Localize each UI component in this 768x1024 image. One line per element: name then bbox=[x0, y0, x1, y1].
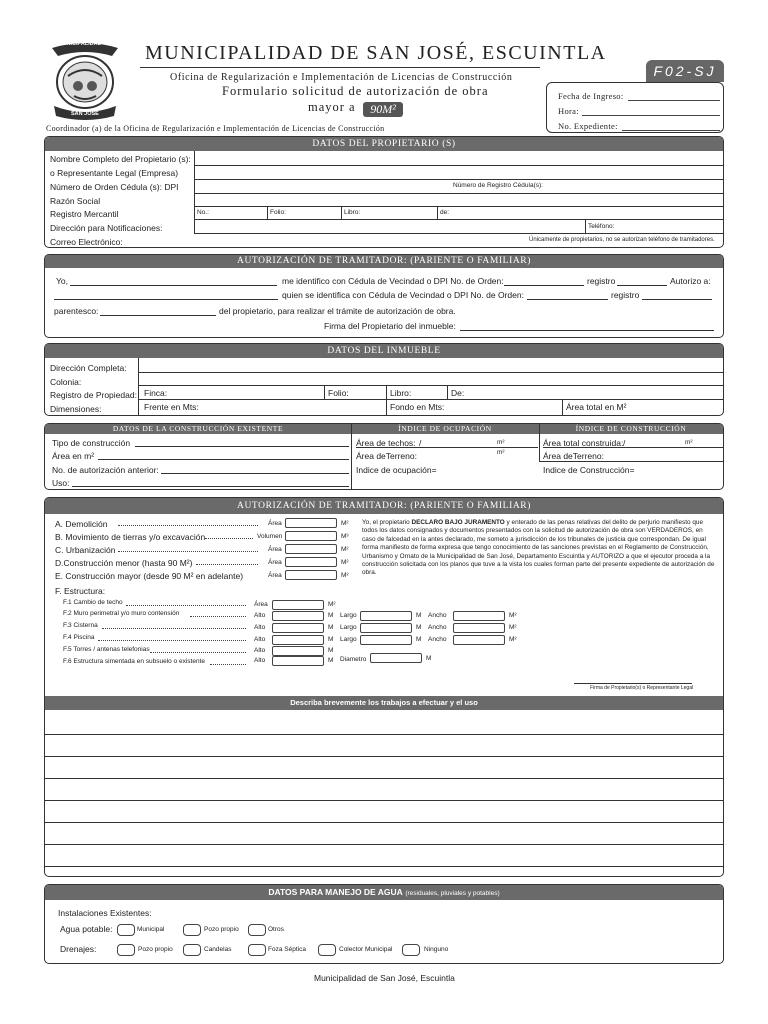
autorizo-label: Autorizo a: bbox=[670, 276, 711, 286]
page-title: MUNICIPALIDAD DE SAN JOSÉ, ESCUINTLA bbox=[145, 42, 607, 64]
owner-correo-label: Correo Electrónico: bbox=[50, 237, 123, 247]
uso-field[interactable] bbox=[72, 486, 349, 487]
techos-label: Área de techos: bbox=[356, 438, 416, 448]
owner-registro-label: Registro Mercantil bbox=[50, 209, 119, 219]
finca-label: Finca: bbox=[144, 388, 168, 398]
num-registro-label: Número de Registro Cédula(s): bbox=[453, 182, 543, 189]
drenaje-candelas-checkbox[interactable] bbox=[183, 944, 201, 956]
drenaje-pozo-checkbox[interactable] bbox=[117, 944, 135, 956]
frente-label: Frente en Mts: bbox=[144, 402, 199, 412]
con-terreno-label: Área deTerreno: bbox=[543, 451, 604, 461]
oc-indice-label: Indice de ocupación= bbox=[356, 465, 437, 475]
tramitador2-header: AUTORIZACIÓN DE TRAMITADOR: (PARIENTE O FAMILIAR) bbox=[45, 498, 723, 514]
describe-header: Describa brevemente los trabajos a efectuar y el uso bbox=[45, 696, 723, 710]
ocupacion-header: ÍNDICE DE OCUPACIÓN bbox=[398, 424, 492, 433]
tipo-field[interactable] bbox=[135, 446, 349, 447]
municipal-logo bbox=[48, 38, 122, 122]
movimiento-volumen-input[interactable] bbox=[285, 531, 337, 541]
firma-prop-field[interactable] bbox=[460, 330, 714, 331]
telefono-label: Teléfono: bbox=[588, 223, 615, 230]
uso-label: Uso: bbox=[52, 478, 70, 488]
fondo-label: Fondo en Mts: bbox=[390, 402, 445, 412]
telefono-note: Únicamente de propietarios, no se autorizan teléfono de tramitadores. bbox=[529, 237, 715, 243]
dpi2-field[interactable] bbox=[527, 299, 608, 300]
demolicion-area-input[interactable] bbox=[285, 518, 337, 528]
parentesco-label: parentesco: bbox=[54, 306, 99, 316]
parentesco-field[interactable] bbox=[100, 315, 216, 316]
hora-label: Hora: bbox=[558, 106, 579, 116]
mayor-area-input[interactable] bbox=[285, 570, 337, 580]
inm-folio-label: Folio: bbox=[328, 388, 349, 398]
total-construida-label: Área total construida: bbox=[543, 438, 624, 448]
logo-top-text: MUNICIPALIDAD bbox=[58, 41, 102, 47]
logo-bottom-text: SAN JOSÉ bbox=[71, 111, 99, 117]
firma-prop-label: Firma del Propietario del inmueble: bbox=[324, 321, 456, 331]
existente-header: DATOS DE LA CONSTRUCCIÓN EXISTENTE bbox=[112, 424, 284, 433]
firma-legal-label: Firma de Propietario(s) o Representante Legal bbox=[590, 685, 694, 691]
describe-textarea[interactable] bbox=[45, 712, 723, 876]
urbanizacion-area-input[interactable] bbox=[285, 544, 337, 554]
form-code: F02-SJ bbox=[646, 60, 724, 82]
no-aut-label: No. de autorización anterior: bbox=[52, 465, 159, 475]
registro2-field[interactable] bbox=[642, 299, 712, 300]
declaracion-text: Yo, el propietario DECLARO BAJO JURAMENTO y enterado de las penas relativas del delito de perjurio manifiesto que todos los datos consignados y documentos presentados con la solicitud de autorización de obra son VERDADEROS, en caso de falcedad en la antes declarado, me someto a jurisdicción de los tribunales de justicia que correspondan. De igual forma manifiesto de forma expresa que tengo conocimiento de las sanciones previstas en el Reglamento de Construcción, Urbanismo y Ornato de la Municipalidad de San José, Departamento Escuintla y AUTORIZO a que el ejecutor proceda a la construcción solicitada con los planos que tuve a la vista los cuales forman parte del presente expediente de autorización de obra. bbox=[362, 519, 715, 577]
registro-prop-label: Registro de Propiedad: bbox=[50, 390, 137, 400]
drenaje-colector-checkbox[interactable] bbox=[318, 944, 336, 956]
inmueble-header: DATOS DEL INMUEBLE bbox=[45, 344, 723, 358]
owner-rep-label: o Representante Legal (Empresa) bbox=[50, 168, 179, 178]
fecha-field[interactable] bbox=[628, 100, 720, 101]
identifico-label: me identifico con Cédula de Vecindad o DPI No. de Orden: bbox=[282, 276, 504, 286]
expediente-field[interactable] bbox=[622, 130, 720, 131]
owner-razon-label: Razón Social bbox=[50, 196, 101, 206]
colonia-label: Colonia: bbox=[50, 377, 82, 387]
del-prop-text: del propietario, para realizar el trámite de autorización de obra. bbox=[219, 306, 456, 316]
registro-field[interactable] bbox=[617, 285, 667, 286]
no-aut-field[interactable] bbox=[161, 473, 349, 474]
drenaje-ninguno-checkbox[interactable] bbox=[402, 944, 420, 956]
estructura-label: F. Estructura: bbox=[55, 586, 106, 596]
footer-text: Municipalidad de San José, Escuintla bbox=[314, 973, 455, 983]
dimensiones-label: Dimensiones: bbox=[50, 404, 102, 414]
form-subtitle-2: mayor a bbox=[308, 100, 356, 114]
potable-pozo-checkbox[interactable] bbox=[183, 924, 201, 936]
potable-municipal-checkbox[interactable] bbox=[117, 924, 135, 936]
drenajes-label: Drenajes: bbox=[60, 944, 97, 954]
con-indice-label: Indice de Construcción= bbox=[543, 465, 635, 475]
folio-label: Folio: bbox=[270, 209, 286, 216]
registro2-label: registro bbox=[611, 290, 640, 300]
direccion-label: Dirección Completa: bbox=[50, 363, 127, 373]
tramitador-header: AUTORIZACIÓN DE TRAMITADOR: (PARIENTE O FAMILIAR) bbox=[45, 255, 723, 268]
owner-name-label: Nombre Completo del Propietario (s): bbox=[50, 154, 191, 164]
area-m2-field[interactable] bbox=[98, 459, 349, 460]
potable-otros-checkbox[interactable] bbox=[248, 924, 266, 936]
owner-direccion-label: Dirección para Notificaciones: bbox=[50, 223, 163, 233]
construccion-header: ÍNDICE DE CONSTRUCCIÓN bbox=[575, 424, 687, 433]
office-name: Oficina de Regularización e Implementación de Licencias de Construcción bbox=[170, 72, 513, 83]
owner-cedula-label: Número de Orden Cédula (s): DPI bbox=[50, 182, 179, 192]
de-label: de: bbox=[440, 209, 450, 216]
instalaciones-label: Instalaciones Existentes: bbox=[58, 908, 152, 918]
autorizado-field[interactable] bbox=[54, 299, 278, 300]
agua-header: DATOS PARA MANEJO DE AGUA (residuales, pluviales y potables) bbox=[45, 885, 723, 900]
area-m2-label: Área en m² bbox=[52, 451, 95, 461]
owner-header: DATOS DEL PROPIETARIO (S) bbox=[45, 137, 723, 151]
yo-field[interactable] bbox=[70, 285, 277, 286]
coordinator-line: Coordinador (a) de la Oficina de Regularización e Implementación de Licencias de Construcción bbox=[46, 124, 385, 133]
firma-legal-field[interactable] bbox=[574, 683, 692, 684]
dpi-field[interactable] bbox=[504, 285, 584, 286]
expediente-label: No. Expediente: bbox=[558, 121, 618, 131]
yo-label: Yo, bbox=[56, 276, 68, 286]
fecha-label: Fecha de Ingreso: bbox=[558, 91, 624, 101]
area-badge: 90M² bbox=[363, 102, 403, 117]
area-total-label: Área total en M² bbox=[566, 402, 627, 412]
quien-label: quien se identifica con Cédula de Vecindad o DPI No. de Orden: bbox=[282, 290, 524, 300]
inm-de-label: De: bbox=[451, 388, 465, 398]
tipo-label: Tipo de construcción bbox=[52, 438, 131, 448]
menor-area-input[interactable] bbox=[285, 557, 337, 567]
libro-label: Libro: bbox=[344, 209, 361, 216]
oc-terreno-label: Área deTerreno: bbox=[356, 451, 417, 461]
registro-label: registro bbox=[587, 276, 616, 286]
agua-potable-label: Agua potable: bbox=[60, 924, 113, 934]
no-label: No.: bbox=[197, 209, 209, 216]
drenaje-fosa-checkbox[interactable] bbox=[248, 944, 266, 956]
inm-libro-label: Libro: bbox=[390, 388, 412, 398]
form-subtitle: Formulario solicitud de autorización de obra bbox=[222, 84, 489, 98]
hora-field[interactable] bbox=[582, 115, 720, 116]
